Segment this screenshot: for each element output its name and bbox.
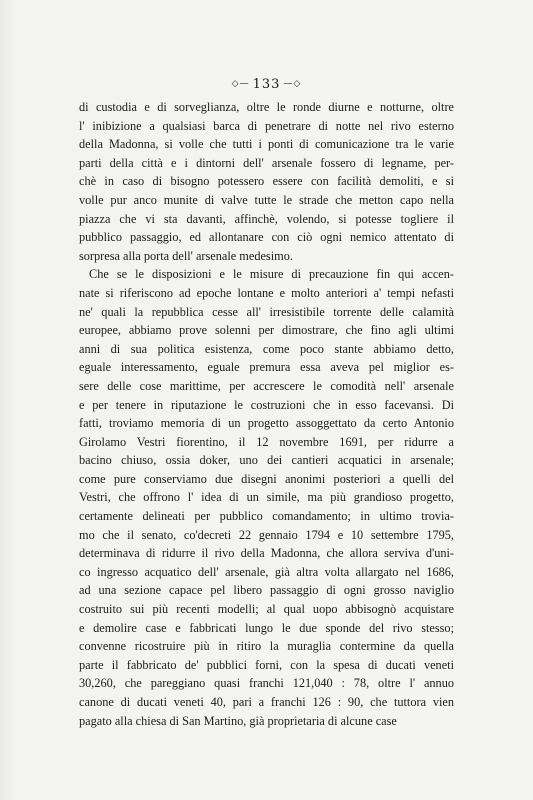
text-line: nate si riferiscono ad epoche lontane e molto anteriori a' tempi nefasti — [79, 285, 454, 300]
page-number: 133 — [252, 77, 281, 92]
text-line: anni di sua politica esistenza, come poco stante abbiamo detto, — [79, 341, 454, 356]
text-line: di custodia e di sorveglianza, oltre le ronde diurne e notturne, oltre — [79, 100, 454, 114]
text-line: fatti, troviamo memoria di un progetto assoggettato da certo Antonio — [79, 416, 454, 431]
text-line: ne' quali la repubblica cesse all' irresistibile torrente delle calamità — [79, 304, 454, 319]
left-ornament-icon: ◇— — [231, 79, 250, 89]
text-line: Girolamo Vestri fiorentino, il 12 novembre 1691, per ridurre a — [79, 434, 454, 449]
text-line: convenne ricostruire più in ritiro la muraglia contermine da quella — [79, 639, 454, 654]
text-line: europee, abbiamo prove solenni per dimostrare, che fino agli ultimi — [79, 323, 454, 338]
text-line: determinava di ridurre il rivo della Madonna, che allora serviva d'uni- — [79, 546, 454, 561]
text-line: ad una sezione capace pel libero passaggio di ogni grosso naviglio — [79, 583, 454, 598]
text-line: canone di ducati veneti 40, pari a franchi 126 : 90, che tuttora vien — [79, 695, 454, 709]
paragraph — [79, 265, 454, 730]
text-line: parte il fabbricato de' pubblici forni, con la spesa di ducati veneti — [79, 657, 454, 672]
text-line: e demolire case e fabbricati lungo le due sponde del rivo stesso; — [79, 620, 454, 635]
text-line: pubblico passaggio, ed allontanare con ciò ogni nemico attentato di — [79, 230, 454, 245]
text-line: 30,260, che pareggiano quasi franchi 121,040 : 78, oltre l' annuo — [79, 676, 454, 691]
page-body-text — [79, 98, 454, 730]
text-line: mo che il senato, co'decreti 22 gennaio 1794 e 10 settembre 1795, — [79, 527, 454, 542]
text-line: co ingresso acquatico dell' arsenale, già altra volta allargato nel 1686, — [79, 564, 454, 579]
text-line: pagato alla chiesa di San Martino, già proprietaria di alcune case — [79, 713, 397, 728]
text-line: eguale interessamento, eguale premura essa aveva pel miglior es- — [79, 360, 454, 375]
text-line: e per tenere in riputazione le costruzioni che in esso facevansi. Di — [79, 397, 454, 412]
text-line: chè in caso di bisogno potessero essere con facilità demoliti, e si — [79, 174, 454, 189]
text-line: certamente delineati per pubblico comandamento; in ultimo trovia- — [79, 509, 454, 524]
paragraph — [79, 98, 454, 265]
text-line: Vestri, che offrono l' idea di un simile, ma più grandioso progetto, — [79, 490, 454, 505]
text-line: piazza che vi sta davanti, affinchè, volendo, si potesse togliere il — [79, 211, 454, 226]
right-ornament-icon: —◇ — [283, 79, 302, 89]
text-line: l' inibizione a qualsiasi barca di penetrare di notte nel rivo esterno — [79, 118, 454, 133]
page-header — [0, 77, 533, 92]
text-line: Che se le disposizioni e le misure di precauzione fin qui accen- — [89, 267, 454, 282]
text-line: volle pur anco munite di valve tutte le strade che metton capo nella — [79, 192, 454, 207]
text-line: parti della città e i dintorni dell' arsenale fossero di legname, per- — [79, 155, 454, 170]
text-line: come pure conserviamo due disegni anonimi posteriori a quelli del — [79, 471, 454, 486]
text-line: costruito sui più recenti modelli; al qual uopo abbisognò acquistare — [79, 602, 454, 617]
text-line: bacino chiuso, ossia doker, uno dei cantieri acquatici in arsenale; — [79, 453, 454, 468]
text-line: della Madonna, si volle che tutti i ponti di comunicazione tra le varie — [79, 137, 454, 152]
text-line: sorpresa alla porta dell' arsenale medesimo. — [79, 248, 293, 263]
text-line: sere delle cose marittime, per accrescere le comodità nell' arsenale — [79, 378, 454, 393]
